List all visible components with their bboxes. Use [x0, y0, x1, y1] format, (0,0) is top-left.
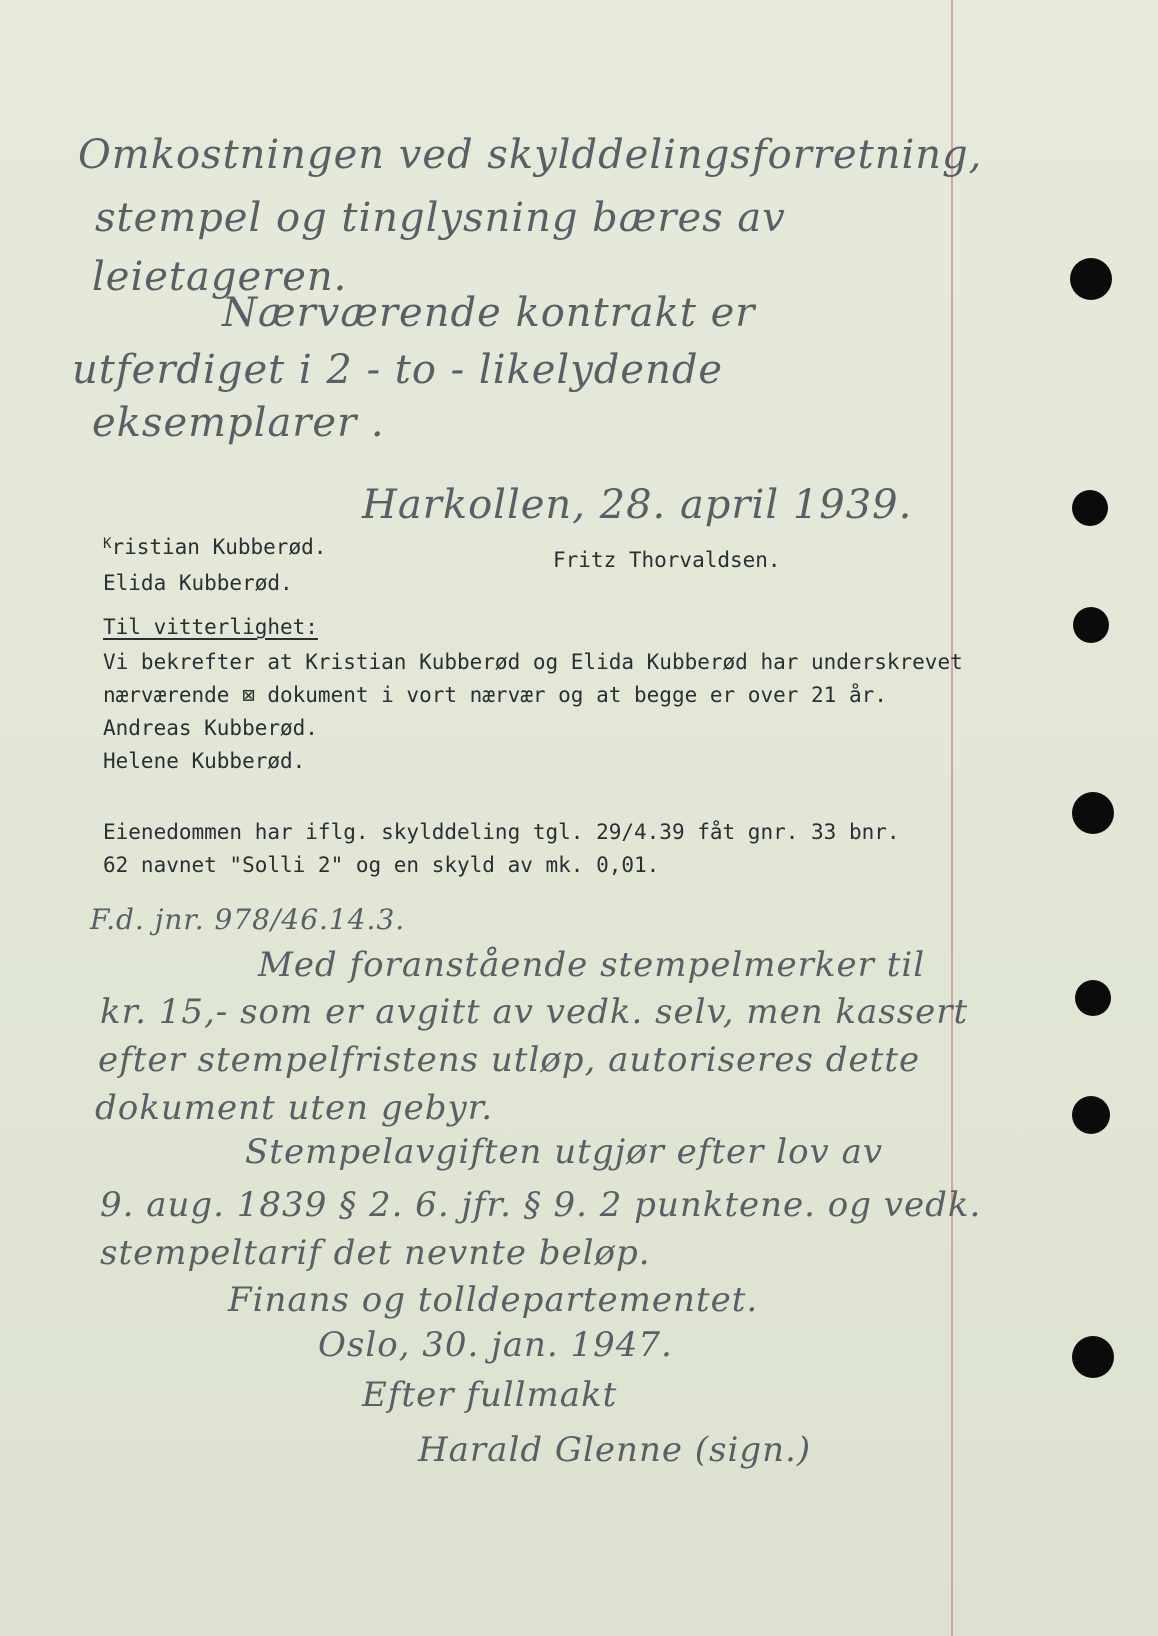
punch-hole — [1070, 258, 1112, 300]
punch-hole — [1072, 1096, 1110, 1134]
handwritten-place-date: Harkollen, 28. april 1939. — [362, 482, 913, 528]
handwritten-line: dokument uten gebyr. — [95, 1088, 494, 1128]
handwritten-journal-ref: F.d. jnr. 978/46.14.3. — [90, 903, 406, 936]
punch-hole — [1072, 490, 1108, 526]
handwritten-signature: Harald Glenne (sign.) — [418, 1430, 812, 1470]
signer-kristian-initial: K — [103, 536, 112, 552]
property-line: Eienedommen har iflg. skylddeling tgl. 29/4.39 fåt gnr. 33 bnr. — [103, 820, 900, 844]
handwritten-line: stempeltarif det nevnte beløp. — [100, 1233, 651, 1273]
handwritten-department: Finans og tolldepartementet. — [228, 1280, 759, 1320]
handwritten-line: 9. aug. 1839 § 2. 6. jfr. § 9. 2 punktene. og vedk. — [100, 1185, 982, 1225]
witness-name: Helene Kubberød. — [103, 749, 306, 773]
handwritten-line: utferdiget i 2 - to - likelydende — [72, 347, 724, 393]
handwritten-line: kr. 15,- som er avgitt av vedk. selv, men kassert — [100, 992, 969, 1032]
signer-elida: Elida Kubberød. — [103, 571, 293, 595]
handwritten-line: stempel og tinglysning bæres av — [95, 195, 786, 241]
punch-hole — [1072, 792, 1114, 834]
margin-line — [951, 0, 953, 1636]
signer-fritz: Fritz Thorvaldsen. — [553, 548, 781, 572]
punch-hole — [1075, 980, 1111, 1016]
signer-kristian — [103, 535, 326, 559]
witness-line: Vi bekrefter at Kristian Kubberød og Elida Kubberød har underskrevet — [103, 650, 963, 674]
signer-kristian-rest: ristian Kubberød. — [111, 535, 327, 559]
witness-line: nærværende ⊠ dokument i vort nærvær og at begge er over 21 år. — [103, 683, 887, 707]
witness-name: Andreas Kubberød. — [103, 716, 318, 740]
handwritten-line: Stempelavgiften utgjør efter lov av — [245, 1132, 884, 1172]
handwritten-line: Nærværende kontrakt er — [222, 290, 756, 336]
handwritten-authority: Efter fullmakt — [362, 1375, 618, 1415]
property-line: 62 navnet "Solli 2" og en skyld av mk. 0,01. — [103, 853, 660, 877]
handwritten-line: leietageren. — [92, 254, 348, 300]
handwritten-date: Oslo, 30. jan. 1947. — [318, 1325, 673, 1365]
handwritten-line: Med foranstående stempelmerker til — [258, 945, 926, 985]
handwritten-line: Omkostningen ved skylddelingsforretning, — [78, 132, 983, 178]
punch-hole — [1073, 607, 1109, 643]
witness-heading: Til vitterlighet: — [103, 615, 318, 639]
handwritten-line: efter stempelfristens utløp, autoriseres dette — [98, 1040, 921, 1080]
handwritten-line: eksemplarer . — [92, 400, 385, 446]
punch-hole — [1072, 1336, 1114, 1378]
